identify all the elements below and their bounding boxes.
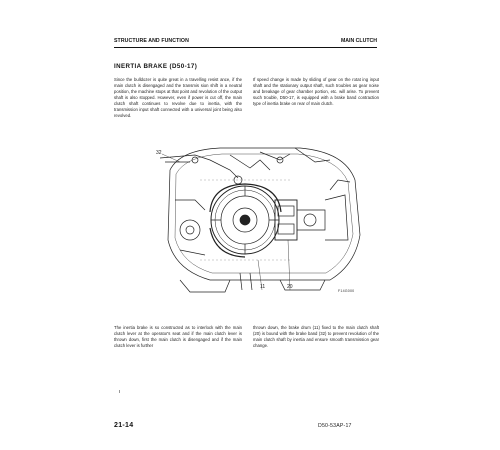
header-rule: [114, 47, 377, 48]
margin-mark: [119, 390, 120, 393]
paragraph-col1-top: Since the bulldozer is quite great in a travelling resist ance, if the main clutch is disengaged and the transmis sion shift in a neutral position, the machine stops at that point and revolution of the output shaft is also stopped. However, even if power is cut off, the main clutch shaft continues to revolve due to inertia, with the transmission input shaft connected with a universal joint being also revolved.: [114, 77, 242, 119]
paragraph-col2-top: If speed change is made by sliding of gear on the rotat ing input shaft and the stationary output shaft, such troubles as gear noise and breakage of gear chamber portion, etc. will arise. To prevent such trouble, D50-17, is equipped with a brake band contraction type of inertia brake on rear of main clutch.: [253, 77, 379, 107]
callout-32: 32: [156, 150, 162, 156]
section-title: INERTIA BRAKE (D50-17): [114, 63, 198, 70]
callout-20: 20: [287, 284, 293, 290]
paragraph-col2-bottom: thrown down, the brake drum (11) fixed to the main clutch shaft (20) is bound with the brake band (32) to prevent revolution of the main clutch shaft by inertia and ensure smooth transmission gear change.: [253, 325, 379, 349]
paragraph-col1-bottom: The inertia brake is so constructed as to interlock with the main clutch lever at the operator's seat and if the main clutch lever is thrown down, first the main clutch is disengaged and if the main clutch lever is further: [114, 325, 242, 349]
document-code: D50-53AP-17: [318, 423, 352, 429]
inertia-brake-diagram: [150, 140, 370, 300]
header-section-title: STRUCTURE AND FUNCTION: [114, 38, 189, 44]
callout-11: 11: [260, 284, 266, 290]
header-chapter-title: MAIN CLUTCH: [340, 38, 377, 44]
figure-code: F14G000: [338, 289, 355, 293]
page-number: 21-14: [114, 422, 134, 429]
